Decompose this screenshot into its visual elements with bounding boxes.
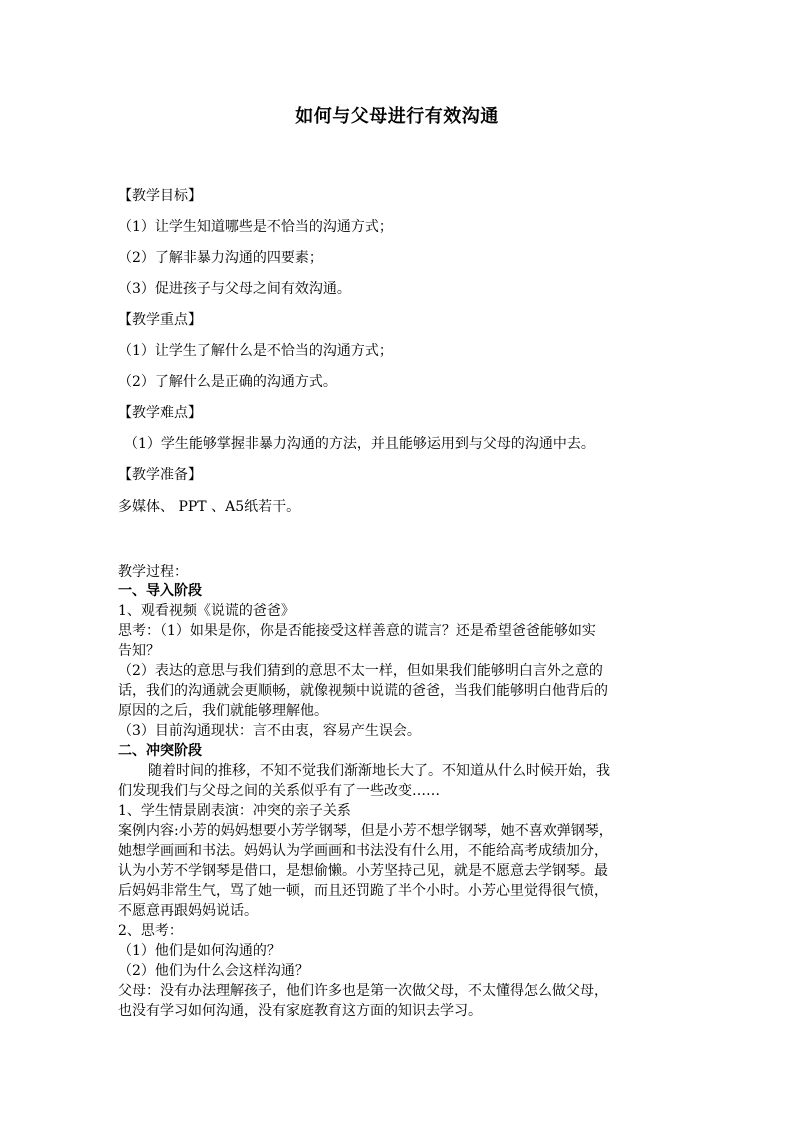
key-point-item: （1）让学生了解什么是不恰当的沟通方式； (118, 343, 393, 359)
document-title: 如何与父母进行有效沟通 (295, 106, 499, 127)
process-label: 教学过程： (118, 564, 188, 580)
process-line: （1）他们是如何沟通的？ (118, 943, 281, 959)
objective-item: （1）让学生知道哪些是不恰当的沟通方式； (118, 219, 393, 235)
preparation-text: 多媒体、 PPT 、A5纸若干。 (118, 499, 301, 515)
process-line: 思考：（1）如果是你，你是否能接受这样善意的谎言？还是希望爸爸能够如实 (118, 623, 596, 639)
objective-item: （3）促进孩子与父母之间有效沟通。 (118, 281, 351, 297)
process-line: （3）目前沟通现状：言不由衷，容易产生误会。 (118, 723, 421, 739)
section-title-conflict: 二、冲突阶段 (118, 743, 202, 759)
process-line: 原因的之后，我们就能够理解他。 (118, 703, 328, 719)
objectives-heading: 【教学目标】 (118, 188, 202, 204)
process-line: 后妈妈非常生气，骂了她一顿，而且还罚跪了半个小时。小芳心里觉得很气愤， (118, 883, 608, 899)
process-line: 告知？ (118, 643, 160, 659)
process-line: 2、思考： (118, 923, 183, 939)
difficulty-item: （1）学生能够掌握非暴力沟通的方法，并且能够运用到与父母的沟通中去。 (124, 436, 595, 452)
process-line: 话，我们的沟通就会更顺畅，就像视频中说谎的爸爸，当我们能够明白他背后的 (118, 683, 608, 699)
process-line: 不愿意再跟妈妈说话。 (118, 903, 258, 919)
process-line: 1、学生情景剧表演：冲突的亲子关系 (118, 803, 351, 819)
key-points-heading: 【教学重点】 (118, 312, 202, 328)
process-line: （2）他们为什么会这样沟通？ (118, 963, 309, 979)
process-line: 认为小芳不学钢琴是借口，是想偷懒。小芳坚持己见，就是不愿意去学钢琴。最 (118, 863, 608, 879)
preparation-heading: 【教学准备】 (118, 467, 202, 483)
process-line: 也没有学习如何沟通，没有家庭教育这方面的知识去学习。 (118, 1003, 482, 1019)
process-line: 1、观看视频《说谎的爸爸》 (118, 603, 295, 619)
process-line: （2）表达的意思与我们猜到的意思不太一样，但如果我们能够明白言外之意的 (118, 663, 603, 679)
objective-item: （2）了解非暴力沟通的四要素； (118, 250, 323, 266)
process-line: 她想学画画和书法。妈妈认为学画画和书法没有什么用，不能给高考成绩加分， (118, 843, 608, 859)
process-line: 随着时间的推移，不知不觉我们渐渐地长大了。不知道从什么时候开始，我 (148, 763, 610, 779)
key-point-item: （2）了解什么是正确的沟通方式。 (118, 374, 337, 390)
process-line: 们发现我们与父母之间的关系似乎有了一些改变…… (118, 783, 440, 799)
process-line: 父母：没有办法理解孩子，他们许多也是第一次做父母，不太懂得怎么做父母， (118, 983, 608, 999)
difficulties-heading: 【教学难点】 (118, 405, 202, 421)
process-line: 案例内容:小芳的妈妈想要小芳学钢琴，但是小芳不想学钢琴，她不喜欢弹钢琴， (118, 823, 613, 839)
section-title-intro: 一、导入阶段 (118, 583, 202, 599)
